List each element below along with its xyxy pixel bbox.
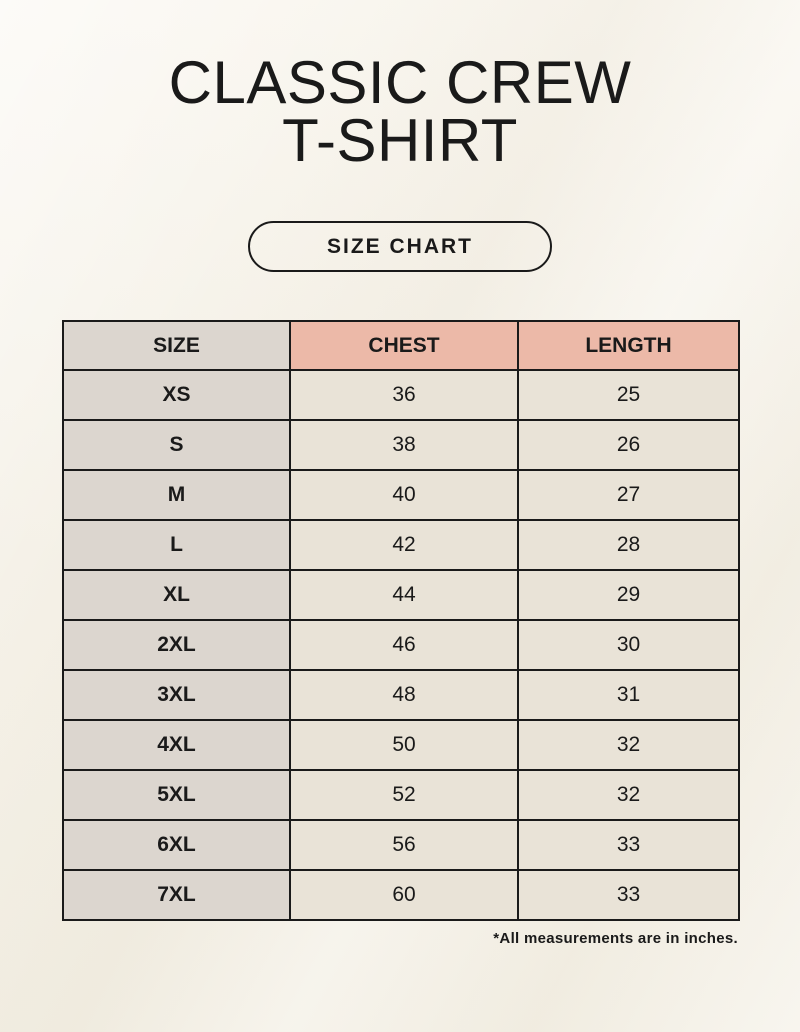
table-row bbox=[63, 770, 739, 820]
product-title-line2: T-SHIRT bbox=[282, 106, 518, 174]
length-cell: 30 bbox=[518, 620, 739, 670]
table-row bbox=[63, 470, 739, 520]
chest-cell: 56 bbox=[290, 820, 518, 870]
size-cell: 7XL bbox=[63, 870, 290, 920]
length-cell: 26 bbox=[518, 420, 739, 470]
size-cell: 3XL bbox=[63, 670, 290, 720]
chest-cell: 50 bbox=[290, 720, 518, 770]
length-cell: 31 bbox=[518, 670, 739, 720]
table-row bbox=[63, 370, 739, 420]
column-header-length: LENGTH bbox=[518, 321, 739, 370]
size-cell: 5XL bbox=[63, 770, 290, 820]
size-table-header-row bbox=[63, 321, 739, 370]
chest-cell: 60 bbox=[290, 870, 518, 920]
chest-cell: 36 bbox=[290, 370, 518, 420]
length-cell: 32 bbox=[518, 770, 739, 820]
product-title bbox=[0, 0, 800, 174]
size-chart-badge bbox=[248, 221, 552, 272]
length-cell: 28 bbox=[518, 520, 739, 570]
length-cell: 25 bbox=[518, 370, 739, 420]
table-row bbox=[63, 720, 739, 770]
size-table-body bbox=[63, 370, 739, 920]
chest-cell: 48 bbox=[290, 670, 518, 720]
table-row bbox=[63, 520, 739, 570]
chest-cell: 40 bbox=[290, 470, 518, 520]
size-cell: 4XL bbox=[63, 720, 290, 770]
measurements-footnote: *All measurements are in inches. bbox=[493, 930, 738, 948]
size-cell: XS bbox=[63, 370, 290, 420]
size-cell: 6XL bbox=[63, 820, 290, 870]
size-chart-badge-label: SIZE CHART bbox=[327, 234, 473, 258]
length-cell: 33 bbox=[518, 870, 739, 920]
product-title-line1: CLASSIC CREW bbox=[168, 49, 632, 116]
chest-cell: 38 bbox=[290, 420, 518, 470]
table-row bbox=[63, 570, 739, 620]
chest-cell: 42 bbox=[290, 520, 518, 570]
chest-cell: 44 bbox=[290, 570, 518, 620]
table-row bbox=[63, 420, 739, 470]
column-header-chest: CHEST bbox=[290, 321, 518, 370]
length-cell: 33 bbox=[518, 820, 739, 870]
size-cell: 2XL bbox=[63, 620, 290, 670]
size-cell: XL bbox=[63, 570, 290, 620]
length-cell: 32 bbox=[518, 720, 739, 770]
chest-cell: 52 bbox=[290, 770, 518, 820]
size-cell: M bbox=[63, 470, 290, 520]
size-table-container bbox=[62, 320, 738, 921]
size-cell: S bbox=[63, 420, 290, 470]
length-cell: 29 bbox=[518, 570, 739, 620]
table-row bbox=[63, 870, 739, 920]
table-row bbox=[63, 820, 739, 870]
column-header-size: SIZE bbox=[63, 321, 290, 370]
table-row bbox=[63, 670, 739, 720]
size-table bbox=[62, 320, 740, 921]
size-cell: L bbox=[63, 520, 290, 570]
chest-cell: 46 bbox=[290, 620, 518, 670]
length-cell: 27 bbox=[518, 470, 739, 520]
table-row bbox=[63, 620, 739, 670]
